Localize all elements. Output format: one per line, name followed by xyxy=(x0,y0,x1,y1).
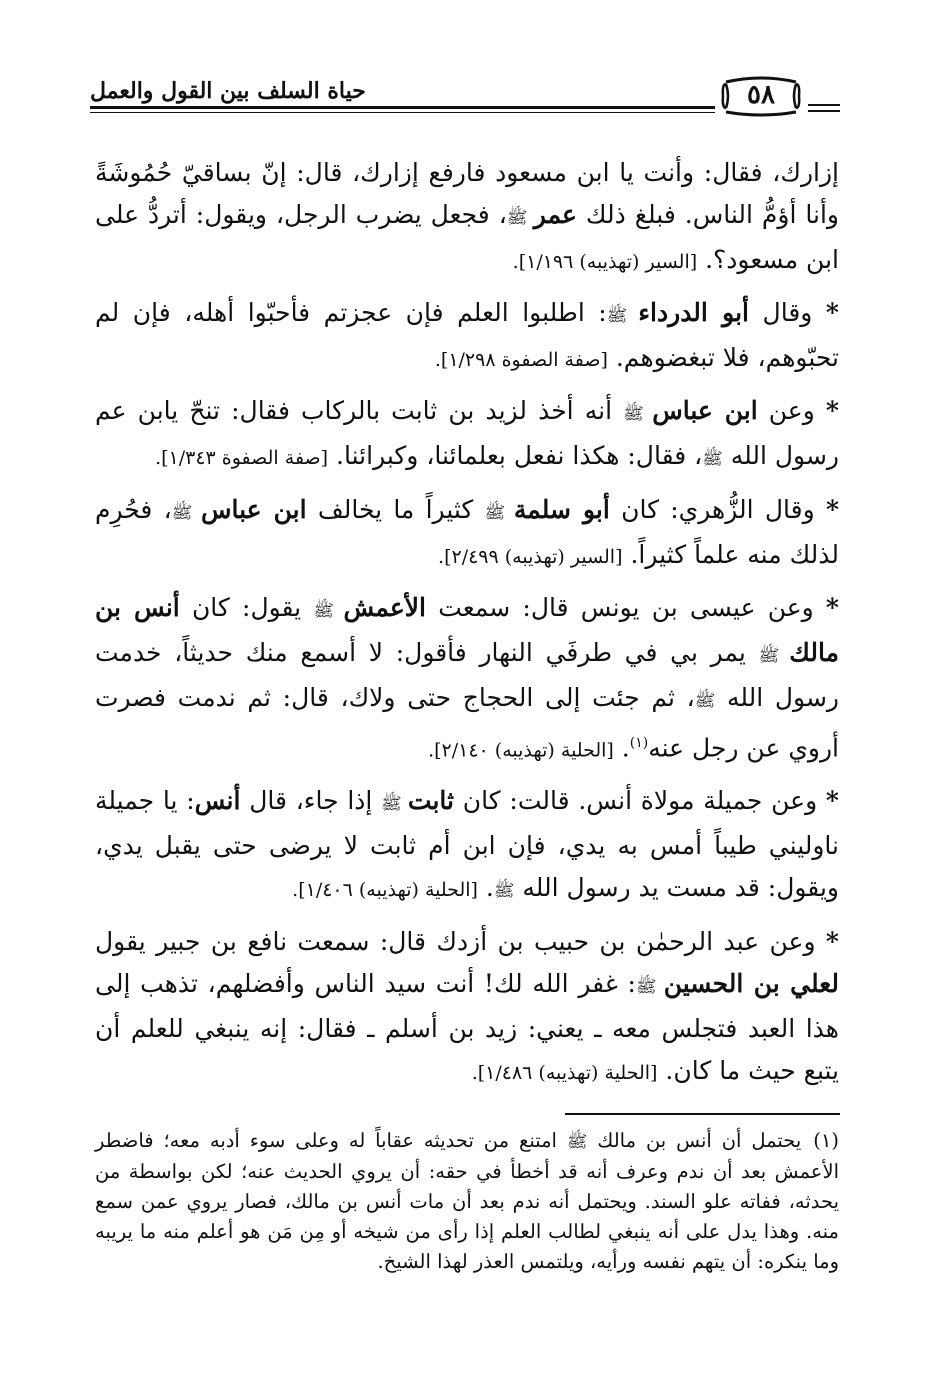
footnote-separator xyxy=(565,1113,840,1115)
paragraph xyxy=(95,489,839,578)
text-span: وعن جميلة مولاة أنس. قالت: كان xyxy=(454,786,826,816)
name-bold: أنس xyxy=(194,786,241,816)
honorific: ﷺ xyxy=(635,977,664,998)
text-span: ، فقال: هكذا نفعل بعلمائنا، وكبرائنا. xyxy=(328,441,703,470)
honorific: ﷺ xyxy=(493,881,515,902)
honorific: ﷺ xyxy=(566,1132,588,1152)
paragraph-bullet: * xyxy=(825,927,839,957)
text-span: إذا جاء، قال xyxy=(240,786,382,816)
citation: [الحلية (تهذيبه) ١/٤٨٦]. xyxy=(471,1062,658,1085)
name-bold: أبو الدرداء xyxy=(638,298,749,327)
name-bold: عمر xyxy=(533,200,577,229)
citation: [السير (تهذيبه) ١/١٩٦]. xyxy=(512,251,698,273)
text-span: يقول: كان xyxy=(179,593,314,622)
paragraph xyxy=(95,587,839,771)
text-span: إزارك، فقال: وأنت يا ابن مسعود فارفع إزارك، قال: إنّ بساقيّ حُمُوشَةً وأنا أؤمُّ الناس. فبلغ ذلك xyxy=(95,158,839,229)
honorific: ﷺ xyxy=(381,794,408,815)
text-span: يحتمل أن أنس بن مالك xyxy=(587,1129,802,1152)
text-span: كثيراً ما يخالف xyxy=(306,495,485,524)
text-span: وعن عبد الرحمٰن بن حبيب بن أزدك قال: سمعت نافع بن جبير يقول xyxy=(95,927,826,957)
name-bold: ابن عباس xyxy=(652,396,758,425)
text-span: وقال xyxy=(749,298,826,327)
header-rule-right-a xyxy=(808,104,840,106)
page-header xyxy=(90,70,840,130)
honorific: ﷺ xyxy=(484,503,514,523)
honorific: ﷺ xyxy=(606,306,639,326)
text-span: ، فجعل يضرب الرجل، ويقول: أتردُّ على ابن مسعود؟. xyxy=(95,200,839,274)
footnote-number: (١) xyxy=(813,1129,839,1152)
name-bold: ابن عباس xyxy=(201,495,307,524)
text-span: وعن xyxy=(757,396,826,425)
text-span: : اطلبوا العلم فإن عجزتم فأحبّوا أهله، فإن لم تحبّوهم، فلا تبغضوهم. xyxy=(95,298,839,372)
citation: [السير (تهذيبه) ٢/٤٩٩]. xyxy=(438,546,623,568)
honorific: ﷺ xyxy=(758,646,790,666)
paragraph xyxy=(95,780,839,912)
paragraph-bullet: * xyxy=(825,396,839,425)
text-span: يمر بي في طرفَي النهار فأقول: لا أسمع منك حديثاً، خدمت رسول الله xyxy=(95,638,839,712)
paragraph xyxy=(95,390,839,480)
paragraph xyxy=(95,292,839,381)
paragraph xyxy=(95,921,839,1094)
name-bold: أبو سلمة xyxy=(513,495,610,524)
paragraph-bullet: * xyxy=(825,593,839,622)
page-number-ornament xyxy=(720,72,802,118)
footnote xyxy=(95,1126,839,1277)
honorific: ﷺ xyxy=(506,208,534,228)
honorific: ﷺ xyxy=(694,691,716,711)
footnote-marker: (١) xyxy=(629,735,649,751)
text-span: امتنع من تحديثه عقاباً له وعلى سوء أدبه معه؛ فاضطر الأعمش بعد أن ندم وعرف أنه قد أخطأ في حقه: أن يروي الحديث عنه؛ لكن بواسطة من يحدثه، ففاته علو السند. ويحتمل أنه ندم بعد أن مات أنس بن مالك، فصار يروي عمن سمع منه. وهذا يدل على أنه ينبغي لطالب العلم إذا رأى من شيخه أو مِن مَن هو أعلم منه ما يريبه وما ينكره: أن يتهم نفسه ورأيه، ويلتمس العذر لهذا الشيخ. xyxy=(95,1129,839,1273)
honorific: ﷺ xyxy=(702,449,723,469)
honorific: ﷺ xyxy=(313,601,344,621)
paragraph xyxy=(95,152,839,283)
text-span: . xyxy=(477,873,494,903)
paragraph-bullet: * xyxy=(825,298,839,327)
text-span: : غفر الله لك! أنت سيد الناس وأفضلهم، تذهب إلى هذا العبد فتجلس معه ـ يعني: زيد بن أسلم ـ فقال: إنه ينبغي للعلم أن يتبع حيث ما كان. xyxy=(95,969,839,1086)
name-bold: الأعمش xyxy=(343,593,426,622)
name-bold: أنس بن مالك xyxy=(95,593,839,667)
name-bold: لعلي بن الحسين xyxy=(663,969,839,999)
citation: [صفة الصفوة ١/٣٤٣]. xyxy=(155,447,329,469)
paragraph-bullet: * xyxy=(825,786,839,816)
header-rule-thin xyxy=(90,112,715,113)
text-span: : يا جميلة ناوليني طيباً أمس به يدي، فإن ابن أم ثابت لا يرضى حتى يقبل يدي، ويقول: قد مست يد رسول الله xyxy=(95,786,839,903)
header-rule-right-b xyxy=(808,110,840,112)
text-span: . xyxy=(613,733,630,763)
main-text xyxy=(95,152,839,1103)
citation: [الحلية (تهذيبه) ١/٤٠٦]. xyxy=(292,879,478,902)
text-span: أنه أخذ لزيد بن ثابت بالركاب فقال: تنحّ يابن عم رسول الله xyxy=(95,396,839,470)
text-span: ، ثم جئت إلى الحجاج حتى ولاك، قال: ثم ندمت فصرت أروي عن رجل عنه xyxy=(95,683,839,763)
honorific: ﷺ xyxy=(623,404,653,424)
header-rule-thick xyxy=(90,106,715,109)
honorific: ﷺ xyxy=(171,503,201,523)
text-span: ، فحُرِم لذلك منه علماً كثيراً. xyxy=(95,495,839,569)
page-number: ٥٨ xyxy=(747,80,775,110)
paragraph-bullet: * xyxy=(825,495,840,524)
text-span: وقال الزُّهري: كان xyxy=(609,495,826,524)
running-title: حياة السلف بين القول والعمل xyxy=(90,78,366,104)
footnote-text xyxy=(95,1129,839,1273)
citation: [صفة الصفوة ١/٢٩٨]. xyxy=(434,349,608,371)
citation: [الحلية (تهذيبه) ٢/١٤٠]. xyxy=(428,739,614,762)
text-span: وعن عيسى بن يونس قال: سمعت xyxy=(426,593,826,622)
name-bold: ثابت xyxy=(407,786,454,816)
